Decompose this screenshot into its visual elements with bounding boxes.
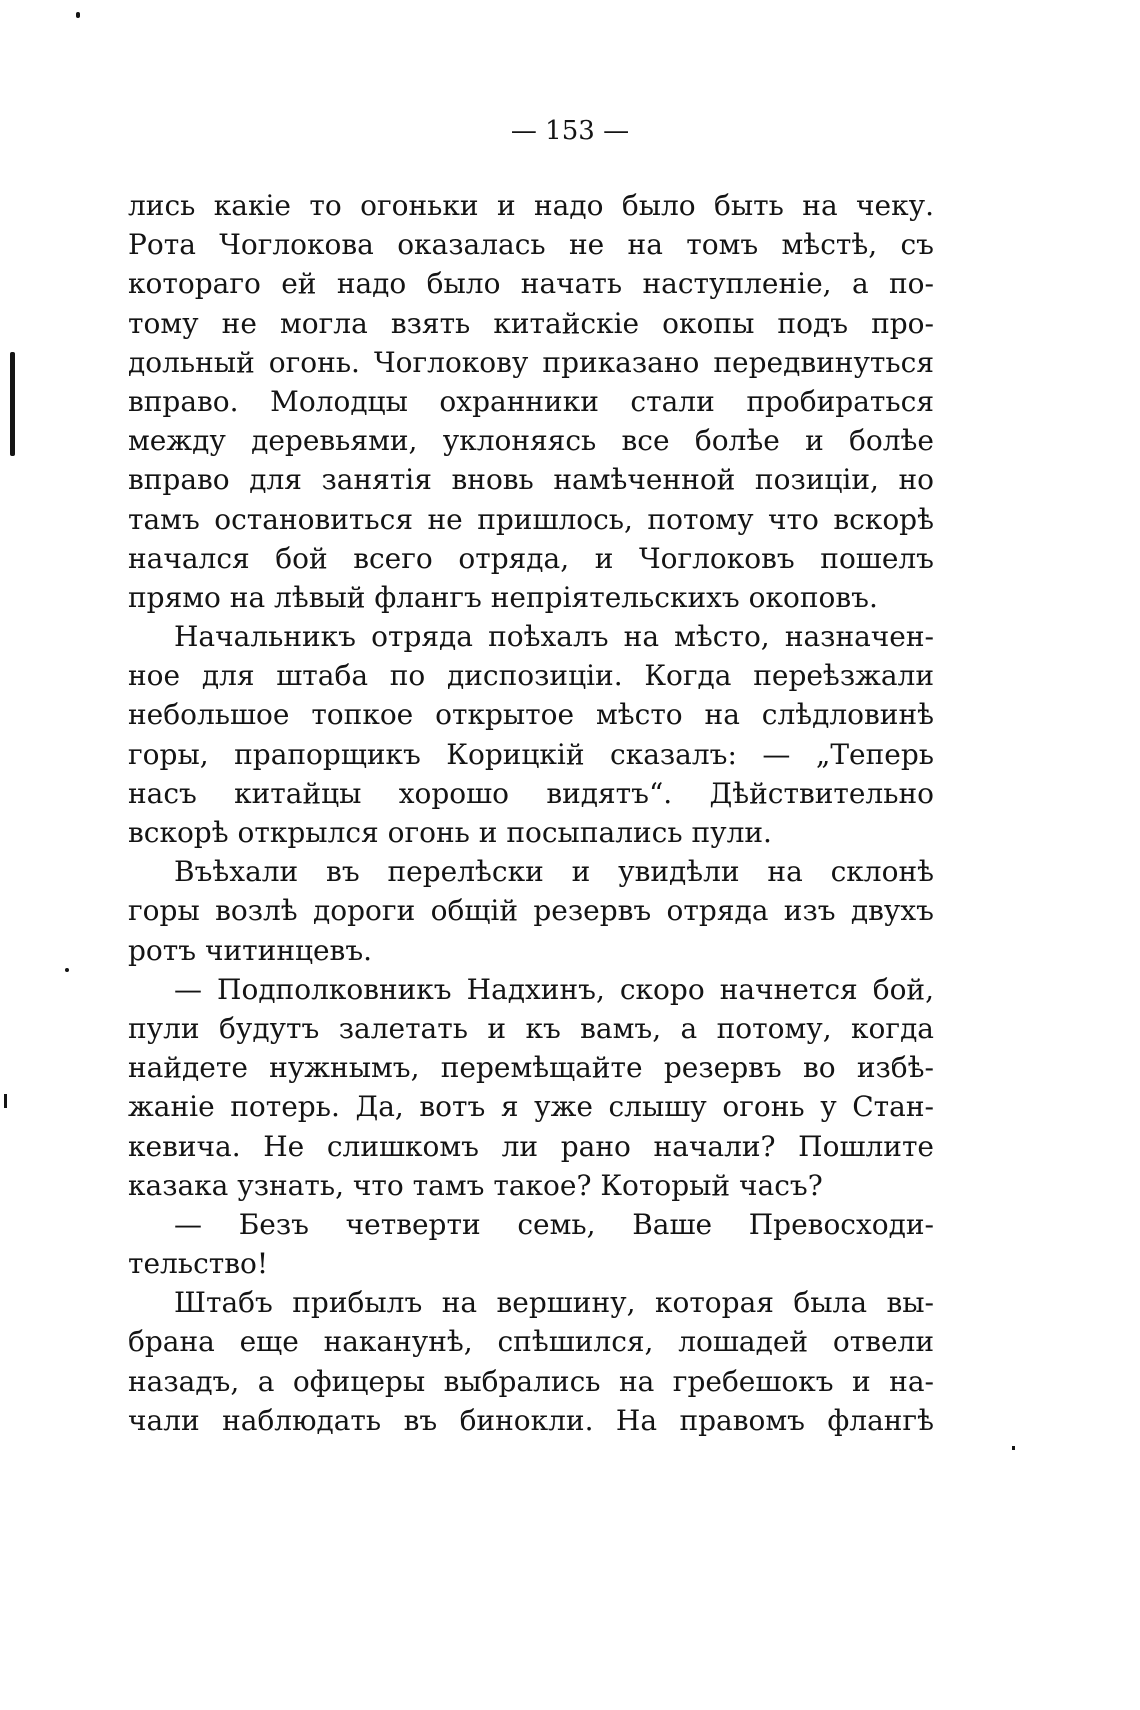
- text-line: прямо на лѣвый флангъ непріятельскихъ окоповъ.: [128, 580, 878, 614]
- text-line: ротъ читинцевъ.: [128, 933, 373, 967]
- text-line: жаніе потерь. Да, вотъ я уже слышу огонь у Стан-: [128, 1090, 934, 1124]
- text-line: назадъ, а офицеры выбрались на гребешокъ и на-: [128, 1364, 934, 1398]
- text-line: вправо для занятія вновь намѣченной позиціи, но: [128, 463, 934, 497]
- text-line: вскорѣ открылся огонь и посыпались пули.: [128, 816, 772, 849]
- scan-speck: [76, 12, 80, 18]
- text-line: Въѣхали въ перелѣски и увидѣли на склонѣ: [174, 855, 934, 889]
- text-line: между деревьями, уклоняясь все болѣе и болѣе: [128, 424, 934, 458]
- text-line: лись какіе то огоньки и надо было быть на чеку.: [128, 189, 934, 222]
- text-line: тамъ остановиться не пришлось, потому что вскорѣ: [128, 502, 934, 536]
- text-line: казака узнать, что тамъ такое? Который часъ?: [128, 1168, 823, 1202]
- text-line: насъ китайцы хорошо видятъ“. Дѣйствительно: [128, 776, 934, 810]
- text-line: вправо. Молодцы охранники стали пробираться: [128, 384, 934, 418]
- text-line: Начальникъ отряда поѣхалъ на мѣсто, назначен-: [174, 620, 934, 654]
- text-line: чали наблюдать въ бинокли. На правомъ флангѣ: [128, 1403, 934, 1437]
- text-line: — Безъ четверти семь, Ваше Превосходи-: [174, 1207, 934, 1241]
- text-line: тому не могла взять китайскіе окопы подъ про-: [128, 306, 934, 340]
- text-line: котораго ей надо было начать наступленіе, а по-: [128, 267, 934, 301]
- text-line: Рота Чоглокова оказалась не на томъ мѣстѣ, съ: [128, 228, 934, 262]
- text-line: горы возлѣ дороги общій резервъ отряда изъ двухъ: [128, 894, 934, 928]
- text-line: дольный огонь. Чоглокову приказано передвинуться: [128, 345, 934, 379]
- margin-scan-bar: [10, 352, 15, 456]
- text-line: ное для штаба по диспозиціи. Когда переѣзжали: [128, 659, 934, 693]
- scan-speck: [65, 968, 69, 972]
- text-line: начался бой всего отряда, и Чоглоковъ пошелъ: [128, 541, 934, 575]
- page-number: — 153 —: [510, 116, 630, 146]
- scan-speck: [4, 1094, 7, 1108]
- text-line: горы, прапорщикъ Корицкій сказалъ: — „Теперь: [128, 737, 934, 771]
- text-line: брана еще наканунѣ, спѣшился, лошадей отвели: [128, 1325, 934, 1359]
- scan-speck: [1012, 1446, 1015, 1450]
- text-line: кевича. Не слишкомъ ли рано начали? Пошлите: [128, 1129, 934, 1163]
- body-text: [128, 186, 934, 1440]
- text-line: Штабъ прибылъ на вершину, которая была вы-: [174, 1286, 934, 1320]
- text-line: небольшое топкое открытое мѣсто на слѣдловинѣ: [128, 698, 934, 732]
- text-line: пули будутъ залетать и къ вамъ, а потому, когда: [128, 1011, 934, 1045]
- text-line: — Подполковникъ Надхинъ, скоро начнется бой,: [174, 972, 934, 1006]
- text-line: тельство!: [128, 1247, 269, 1281]
- text-line: найдете нужнымъ, перемѣщайте резервъ во избѣ-: [128, 1051, 934, 1085]
